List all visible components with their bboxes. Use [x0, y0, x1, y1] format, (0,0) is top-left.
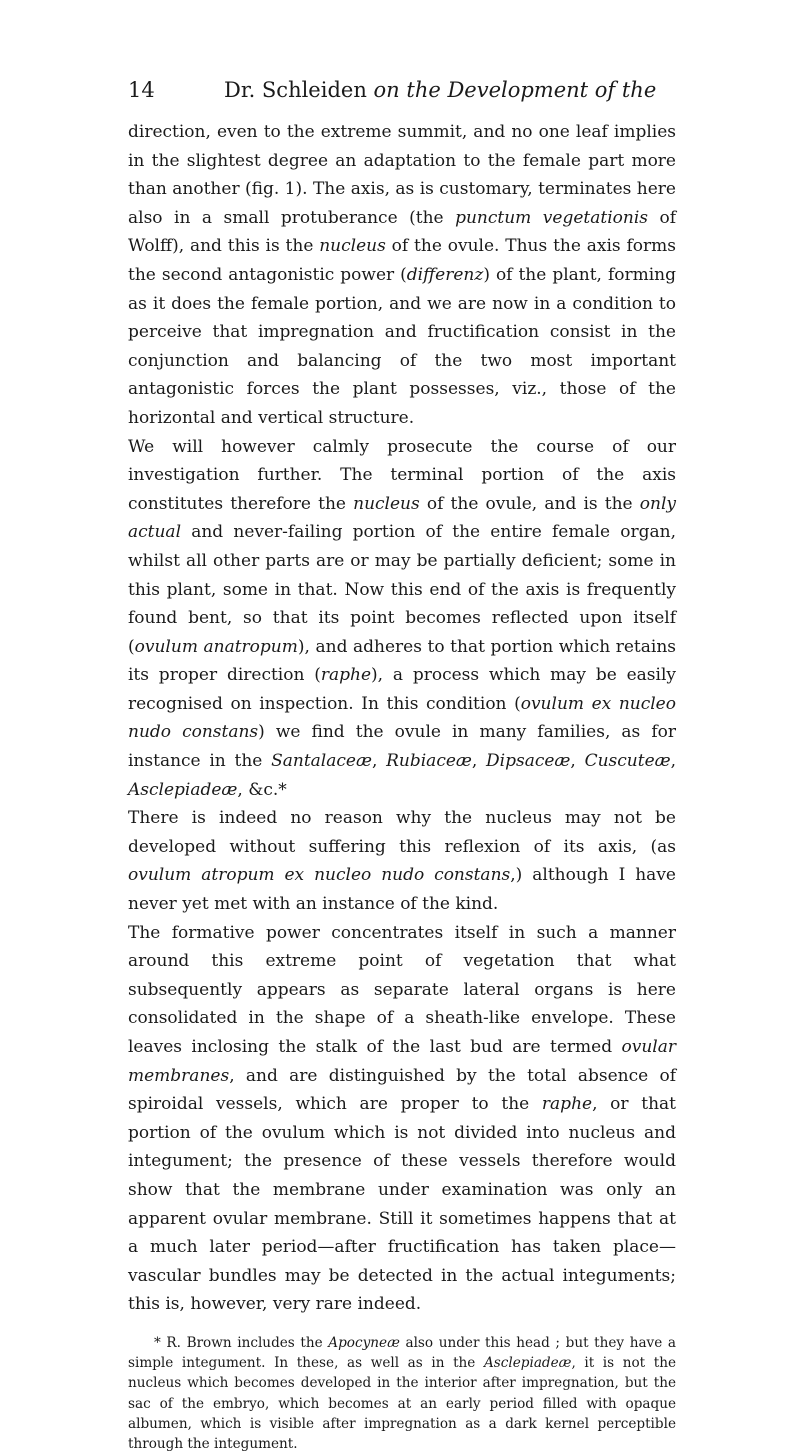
text-run: direction, even to the extreme summit, and no one leaf implies in the slightest degree an adaptation to the female part more than another (fig. 1). The axis, as is customary, terminates here also in a small protuberance (the: [128, 122, 676, 228]
text-run: , it is not the nucleus which becomes developed in the interior after impregnation, but the sac of the embryo, which becomes at an early period filled with opaque albumen, which is visible after impregnation as a dark kernel perceptible through the integument.: [128, 1355, 677, 1452]
paragraph-4: [128, 919, 676, 1319]
running-head-author: Dr. Schleiden: [224, 78, 374, 102]
italic-term: Dipsaceæ: [486, 751, 571, 772]
body-text: [128, 118, 676, 1319]
italic-term: Rubiaceæ: [386, 751, 472, 772]
text-run: ,: [371, 751, 387, 772]
text-run: ,: [570, 751, 585, 772]
footnote-text: [128, 1333, 676, 1454]
text-run: * R. Brown includes the: [154, 1334, 329, 1351]
text-run: ) we find the ovule in many families, as for instance in the: [128, 722, 676, 772]
paragraph-1: [128, 118, 676, 433]
italic-term: ovular membranes: [128, 1037, 676, 1086]
text-run: , and are distinguished by the total absence of spiroidal vessels, which are proper to the: [128, 1065, 676, 1115]
text-run: , or that portion of the ovulum which is not divided into nucleus and integument; the presence of these vessels therefore would show that the membrane under examination was only an apparent ovular membrane. Still it sometimes happens that at a much later period—after fructification has taken place—vascular bundles may be detected in the actual integuments; this is, however, very rare indeed.: [128, 1094, 676, 1315]
text-run: ), a process which may be easily recognised on inspection. In this condition (: [128, 665, 676, 714]
text-run: ,: [670, 751, 677, 772]
text-run: ), and adheres to that portion which retains its proper direction (: [128, 636, 676, 686]
text-run: , &c.*: [237, 779, 287, 800]
italic-term: only actual: [128, 493, 676, 543]
italic-term: punctum vegetationis: [455, 207, 648, 228]
running-head-title: [224, 76, 656, 104]
italic-term: raphe: [320, 665, 372, 686]
italic-term: Asclepiadeæ: [483, 1355, 572, 1372]
text-run: ,: [471, 751, 487, 772]
running-head-subject: on the Development of the: [373, 78, 657, 102]
text-run: of the ovule, and is the: [419, 493, 640, 514]
text-run: and never-failing portion of the entire female organ, whilst all other parts are or may be partially deficient; some in this plant, some in that. Now this end of the axis is frequently found bent, so that its point becomes reflected upon itself (: [128, 522, 676, 657]
book-page: [128, 76, 676, 1454]
text-run: We will however calmly prosecute the course of our investigation further. The terminal portion of the axis constitutes therefore the: [128, 436, 676, 514]
italic-term: nucleus: [353, 493, 420, 514]
italic-term: ovulum ex nucleo nudo constans: [128, 693, 676, 743]
italic-term: ovulum anatropum: [134, 636, 298, 657]
text-run: ) of the plant, forming as it does the female portion, and we are now in a condition to perceive that impregnation and fructification consist in the conjunction and balancing of the two most important antagonistic forces the plant possesses, viz., those of the horizontal and vertical structure.: [128, 264, 676, 428]
italic-term: ovulum atropum ex nucleo nudo constans: [128, 865, 511, 886]
text-run: of the ovule. Thus the axis forms the second antagonistic power (: [128, 236, 676, 285]
running-head: [128, 76, 676, 116]
text-run: of Wolff), and this is the: [128, 207, 677, 257]
text-run: There is indeed no reason why the nucleus may not be developed without suffering this reflexion of its axis, (as: [128, 808, 676, 857]
italic-term: differenz: [406, 264, 484, 285]
paragraph-2: [128, 433, 676, 805]
page-number: 14: [128, 78, 155, 102]
italic-term: nucleus: [319, 236, 386, 257]
text-run: also under this head ; but they have a simple integument. In these, as well as in the: [128, 1334, 676, 1372]
italic-term: Apocyneæ: [328, 1334, 400, 1351]
italic-term: Cuscuteæ: [584, 751, 671, 772]
text-run: The formative power concentrates itself in such a manner around this extreme point of vegetation that what subsequently appears as separate lateral organs is here consolidated in the shape of a sheath-like envelope. These leaves inclosing the stalk of the last bud are termed: [128, 922, 676, 1057]
italic-term: Santalaceæ: [271, 751, 372, 772]
text-run: ,) although I have never yet met with an instance of the kind.: [128, 865, 676, 915]
paragraph-3: [128, 804, 676, 918]
italic-term: raphe: [541, 1094, 593, 1115]
footnote: [128, 1333, 676, 1454]
italic-term: Asclepiadeæ: [128, 779, 238, 800]
